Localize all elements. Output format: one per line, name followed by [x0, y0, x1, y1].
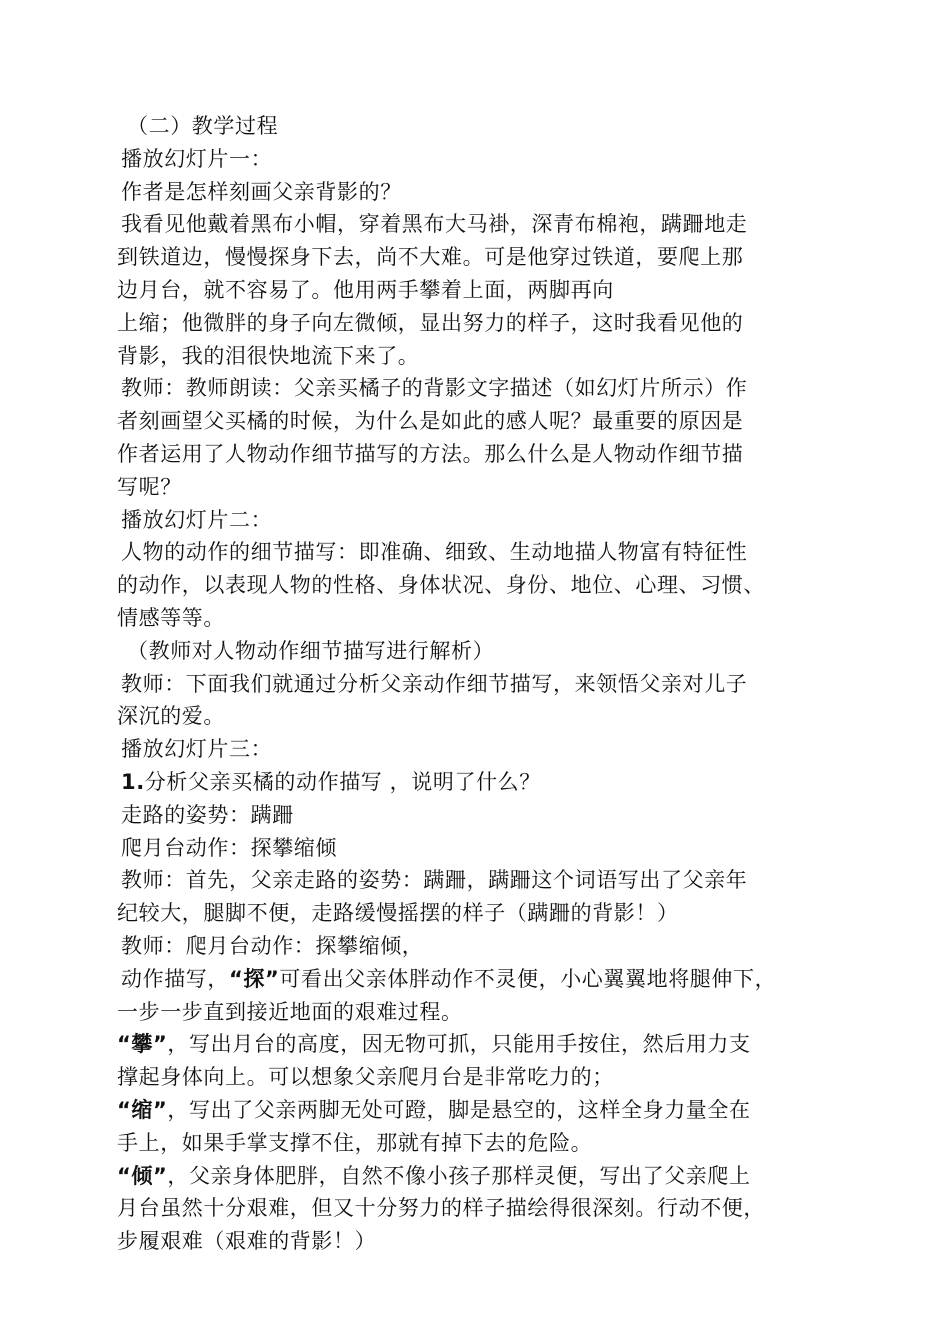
quote-line-5: 背影，我的泪很快地流下来了。 [117, 343, 420, 368]
analysis-qing-line-2: 月台虽然十分艰难，但又十分努力的样子描绘得很深刻。行动不便， [117, 1196, 765, 1221]
teacher-line-4: 写呢？ [117, 474, 182, 499]
teacher-line-8: 纪较大，腿脚不便，走路缓慢摇摆的样子（蹒跚的背影！） [117, 901, 679, 926]
quote-line-4: 上缩；他微胖的身子向左微倾，显出努力的样子，这时我看见他的 [117, 310, 744, 335]
analysis-suo-line-1 [117, 1094, 857, 1127]
document-body [117, 110, 857, 1258]
quote-line-2: 到铁道边，慢慢探身下去，尚不大难。可是他穿过铁道，要爬上那 [117, 245, 744, 270]
question-text: 分析父亲买橘的动作描写 ，说明了什么？ [144, 769, 541, 794]
definition-line-1: 人物的动作的细节描写：即准确、细致、生动地描人物富有特征性 [121, 540, 748, 565]
teacher-line-7: 教师：首先，父亲走路的姿势：蹒跚，蹒跚这个词语写出了父亲年 [121, 868, 748, 893]
keyword-qing: “倾” [117, 1163, 168, 1188]
analysis-qing-text: ，父亲身体肥胖，自然不像小孩子那样灵便，写出了父亲爬上 [167, 1163, 751, 1188]
analysis-tan-line-2: 一步一步直到接近地面的艰难过程。 [117, 999, 463, 1024]
keyword-tan: “探” [229, 966, 280, 991]
analysis-pan-line-2: 撑起身体向上。可以想象父亲爬月台是非常吃力的； [117, 1065, 614, 1090]
numbered-question [117, 766, 857, 799]
question-line: 作者是怎样刻画父亲背影的？ [121, 179, 402, 204]
analysis-qing-line-3: 步履艰难（艰难的背影！） [117, 1229, 377, 1254]
slide-label-1: 播放幻灯片一： [121, 146, 273, 171]
analysis-pan-line-1 [117, 1028, 857, 1061]
teacher-line-9: 教师：爬月台动作：探攀缩倾， [121, 933, 424, 958]
section-heading: （二）教学过程 [127, 114, 279, 138]
teacher-note: （教师对人物动作细节描写进行解析） [127, 638, 495, 663]
slide-label-2: 播放幻灯片二： [121, 507, 273, 532]
definition-line-2: 的动作，以表现人物的性格、身体状况、身份、地位、心理、习惯、 [117, 573, 765, 598]
teacher-line-2: 者刻画望父买橘的时候，为什么是如此的感人呢？最重要的原因是 [117, 409, 744, 434]
walking-posture: 走路的姿势：蹒跚 [121, 802, 294, 827]
slide-label-3: 播放幻灯片三： [121, 737, 273, 762]
climbing-actions: 爬月台动作：探攀缩倾 [121, 835, 337, 860]
analysis-prefix: 动作描写， [121, 966, 229, 991]
quote-line-1: 我看见他戴着黑布小帽，穿着黑布大马褂，深青布棉袍，蹒跚地走 [121, 212, 748, 237]
teacher-line-1: 教师：教师朗读：父亲买橘子的背影文字描述（如幻灯片所示）作 [121, 376, 748, 401]
keyword-suo: “缩” [117, 1097, 168, 1122]
analysis-pan-text: ，写出月台的高度，因无物可抓，只能用手按住，然后用力支 [167, 1032, 751, 1057]
teacher-line-3: 作者运用了人物动作细节描写的方法。那么什么是人物动作细节描 [117, 441, 744, 466]
item-number: 1. [121, 769, 145, 794]
definition-line-3: 情感等等。 [117, 605, 225, 630]
teacher-line-5: 教师：下面我们就通过分析父亲动作细节描写，来领悟父亲对儿子 [121, 671, 748, 696]
teacher-line-6: 深沉的爱。 [117, 704, 225, 729]
analysis-qing-line-1 [117, 1160, 857, 1193]
analysis-suo-text: ，写出了父亲两脚无处可蹬，脚是悬空的，这样全身力量全在 [167, 1097, 751, 1122]
analysis-tan-line-1 [117, 963, 857, 996]
keyword-pan: “攀” [117, 1032, 168, 1057]
analysis-rest: 可看出父亲体胖动作不灵便，小心翼翼地将腿伸下， [279, 966, 777, 991]
quote-line-3: 边月台，就不容易了。他用两手攀着上面，两脚再向 [117, 277, 614, 302]
analysis-suo-line-2: 手上，如果手掌支撑不住，那就有掉下去的危险。 [117, 1130, 593, 1155]
